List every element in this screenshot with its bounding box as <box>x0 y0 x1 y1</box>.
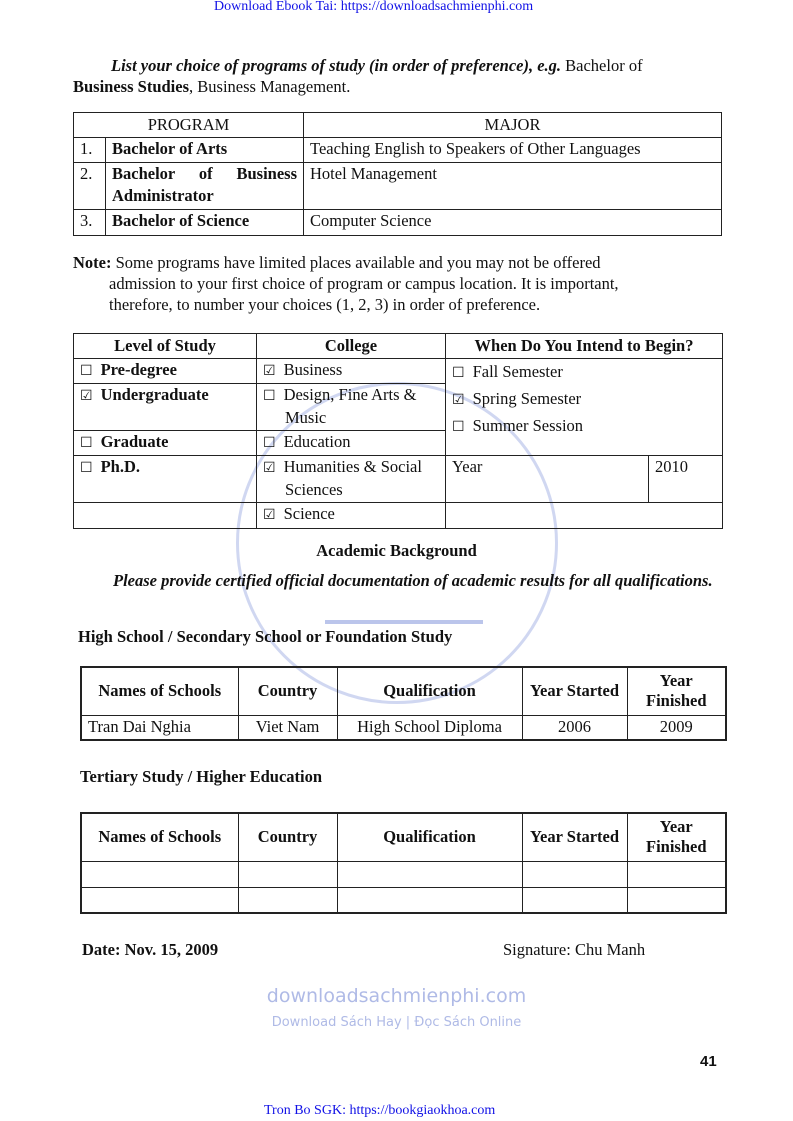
program-header: PROGRAM <box>74 113 304 138</box>
option-label: Business <box>283 360 343 379</box>
option-label: Science <box>283 504 335 523</box>
watermark-tagline: Download Sách Hay | Đọc Sách Online <box>271 1015 522 1030</box>
note-label: Note: <box>73 253 112 272</box>
level-option[interactable] <box>74 456 257 503</box>
major-header: MAJOR <box>304 113 722 138</box>
watermark-site: downloadsachmienphi.com <box>266 985 527 1007</box>
college-option[interactable] <box>257 431 446 456</box>
level-option[interactable] <box>74 359 257 384</box>
intro-example1: Bachelor of <box>565 56 643 75</box>
empty-cell <box>522 861 627 887</box>
checkbox-icon[interactable]: ☐ <box>263 388 276 404</box>
option-label: Design, Fine Arts & Music <box>283 385 417 427</box>
note-line: admission to your first choice of program or campus location. It is important, <box>109 274 619 293</box>
col-header: Year Started <box>522 667 627 715</box>
college-option[interactable] <box>257 359 446 384</box>
level-option[interactable] <box>74 431 257 456</box>
option-label: Humanities & Social Sciences <box>283 457 422 499</box>
empty-cell <box>337 887 522 913</box>
col-header: Country <box>238 813 337 861</box>
high-school-table <box>80 666 727 741</box>
study-table <box>73 333 723 529</box>
qualification-cell: High School Diploma <box>337 715 522 740</box>
empty-cell <box>627 861 726 887</box>
major-cell: Computer Science <box>304 210 722 236</box>
empty-cell <box>627 887 726 913</box>
program-cell: Bachelor of Business Administrator <box>106 163 304 210</box>
major-cell: Hotel Management <box>304 163 722 210</box>
col-header: Qualification <box>337 667 522 715</box>
table-row <box>81 887 726 913</box>
header-link[interactable]: Download Ebook Tai: https://downloadsachmienphi.com <box>214 0 534 14</box>
program-cell: Bachelor of Science <box>106 210 304 236</box>
term-options <box>446 359 723 456</box>
table-row <box>74 210 722 236</box>
tertiary-title: Tertiary Study / Higher Education <box>80 767 323 786</box>
col-header: Names of Schools <box>81 667 238 715</box>
table-row <box>74 163 722 210</box>
program-cell: Bachelor of Arts <box>106 138 304 163</box>
checkbox-icon[interactable]: ☑ <box>263 460 276 476</box>
col-header: Names of Schools <box>81 813 238 861</box>
option-label: Graduate <box>100 432 169 451</box>
begin-header: When Do You Intend to Begin? <box>446 334 723 359</box>
term-option[interactable] <box>452 386 716 413</box>
year-finished-cell: 2009 <box>627 715 726 740</box>
intro-paragraph <box>73 55 718 97</box>
checkbox-icon[interactable]: ☐ <box>80 363 93 379</box>
checkbox-icon[interactable]: ☑ <box>452 392 465 408</box>
high-school-title: High School / Secondary School or Foundation Study <box>78 627 453 646</box>
option-label: Pre-degree <box>100 360 177 379</box>
programs-table <box>73 112 722 236</box>
option-label: Education <box>283 432 351 451</box>
level-option[interactable] <box>74 384 257 431</box>
signature: Signature: Chu Manh <box>503 940 646 959</box>
level-header: Level of Study <box>74 334 257 359</box>
option-label: Spring Semester <box>472 389 582 408</box>
empty-cell <box>238 887 337 913</box>
table-row <box>81 715 726 740</box>
page-number: 41 <box>700 1053 717 1070</box>
college-option[interactable] <box>257 384 446 431</box>
intro-example2-rest: , Business Management. <box>189 77 351 96</box>
col-header: Qualification <box>337 813 522 861</box>
year-value: 2010 <box>649 456 723 503</box>
col-header: Country <box>238 667 337 715</box>
empty-cell <box>81 887 238 913</box>
date: Date: Nov. 15, 2009 <box>82 940 219 959</box>
intro-italic: List your choice of programs of study (in order of preference), e.g. <box>111 56 562 75</box>
note-line: therefore, to number your choices (1, 2, 3) in order of preference. <box>109 295 541 314</box>
country-cell: Viet Nam <box>238 715 337 740</box>
tertiary-table <box>80 812 727 914</box>
empty-cell <box>446 503 723 529</box>
note-paragraph <box>73 252 718 315</box>
row-number: 1. <box>74 138 106 163</box>
empty-cell <box>74 503 257 529</box>
option-label: Fall Semester <box>472 362 563 381</box>
option-label: Undergraduate <box>100 385 209 404</box>
checkbox-icon[interactable]: ☐ <box>80 435 93 451</box>
option-label: Ph.D. <box>100 457 140 476</box>
col-header: Year Started <box>522 813 627 861</box>
checkbox-icon[interactable]: ☐ <box>263 435 276 451</box>
row-number: 3. <box>74 210 106 236</box>
checkbox-icon[interactable]: ☐ <box>452 365 465 381</box>
table-row <box>81 861 726 887</box>
college-header: College <box>257 334 446 359</box>
year-label: Year <box>446 456 649 503</box>
col-header: Year Finished <box>627 667 726 715</box>
empty-cell <box>337 861 522 887</box>
term-option[interactable] <box>452 413 716 440</box>
major-cell: Teaching English to Speakers of Other Languages <box>304 138 722 163</box>
footer-link[interactable]: Tron Bo SGK: https://bookgiaokhoa.com <box>264 1103 496 1118</box>
row-number: 2. <box>74 163 106 210</box>
year-started-cell: 2006 <box>522 715 627 740</box>
watermark-bar <box>325 620 483 624</box>
option-label: Summer Session <box>472 416 584 435</box>
note-line: Some programs have limited places available and you may not be offered <box>115 253 601 272</box>
college-option[interactable] <box>257 456 446 503</box>
col-header: Year Finished <box>627 813 726 861</box>
checkbox-icon[interactable]: ☑ <box>80 388 93 404</box>
school-cell: Tran Dai Nghia <box>81 715 238 740</box>
academic-title: Academic Background <box>316 541 477 560</box>
checkbox-icon[interactable]: ☑ <box>263 363 276 379</box>
checkbox-icon[interactable]: ☐ <box>80 460 93 476</box>
empty-cell <box>81 861 238 887</box>
checkbox-icon[interactable]: ☑ <box>263 507 276 523</box>
empty-cell <box>238 861 337 887</box>
intro-example2: Business Studies <box>73 77 190 96</box>
academic-instruction: Please provide certified official documentation of academic results for all qualifications. <box>113 571 713 590</box>
term-option[interactable] <box>452 359 716 386</box>
checkbox-icon[interactable]: ☐ <box>452 419 465 435</box>
college-option[interactable] <box>257 503 446 529</box>
empty-cell <box>522 887 627 913</box>
table-row <box>74 138 722 163</box>
